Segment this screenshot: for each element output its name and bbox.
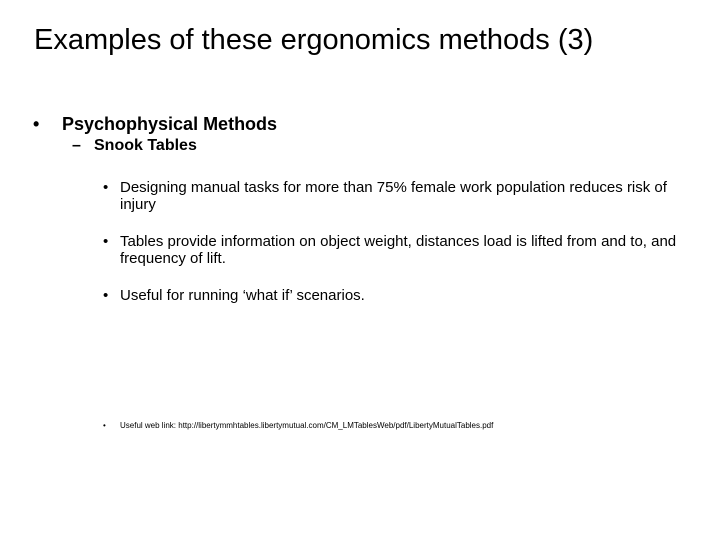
bullet-dot-icon: • bbox=[103, 233, 109, 250]
bullet-psychophysical-methods bbox=[33, 114, 277, 135]
bullet-snook-tables bbox=[72, 137, 197, 155]
bullet-point-tables-information bbox=[103, 233, 703, 267]
bullet-point-what-if bbox=[103, 287, 703, 304]
bullet-web-link bbox=[103, 420, 493, 431]
heading-psychophysical-methods: Psychophysical Methods bbox=[62, 114, 278, 134]
web-link-text[interactable]: Useful web link: http://libertymmhtables.libertymutual.com/CM_LMTablesWeb/pdf/LibertyMutualTables.pdf bbox=[120, 421, 494, 430]
bullet-dot-icon: • bbox=[103, 179, 109, 196]
bullet-dot-icon: • bbox=[103, 287, 109, 304]
bullet-dot-icon: • bbox=[33, 114, 40, 134]
bullet-point-female-population bbox=[103, 179, 703, 213]
heading-snook-tables: Snook Tables bbox=[94, 137, 197, 154]
slide-title: Examples of these ergonomics methods (3) bbox=[34, 24, 594, 56]
point-text: Useful for running ‘what if’ scenarios. bbox=[120, 287, 365, 304]
bullet-dash-icon: – bbox=[72, 137, 81, 154]
point-text: Tables provide information on object weight, distances load is lifted from and to, and frequency of lift. bbox=[120, 233, 677, 267]
bullet-dot-icon: • bbox=[103, 421, 106, 430]
point-text: Designing manual tasks for more than 75% female work population reduces risk of injury bbox=[120, 179, 667, 213]
